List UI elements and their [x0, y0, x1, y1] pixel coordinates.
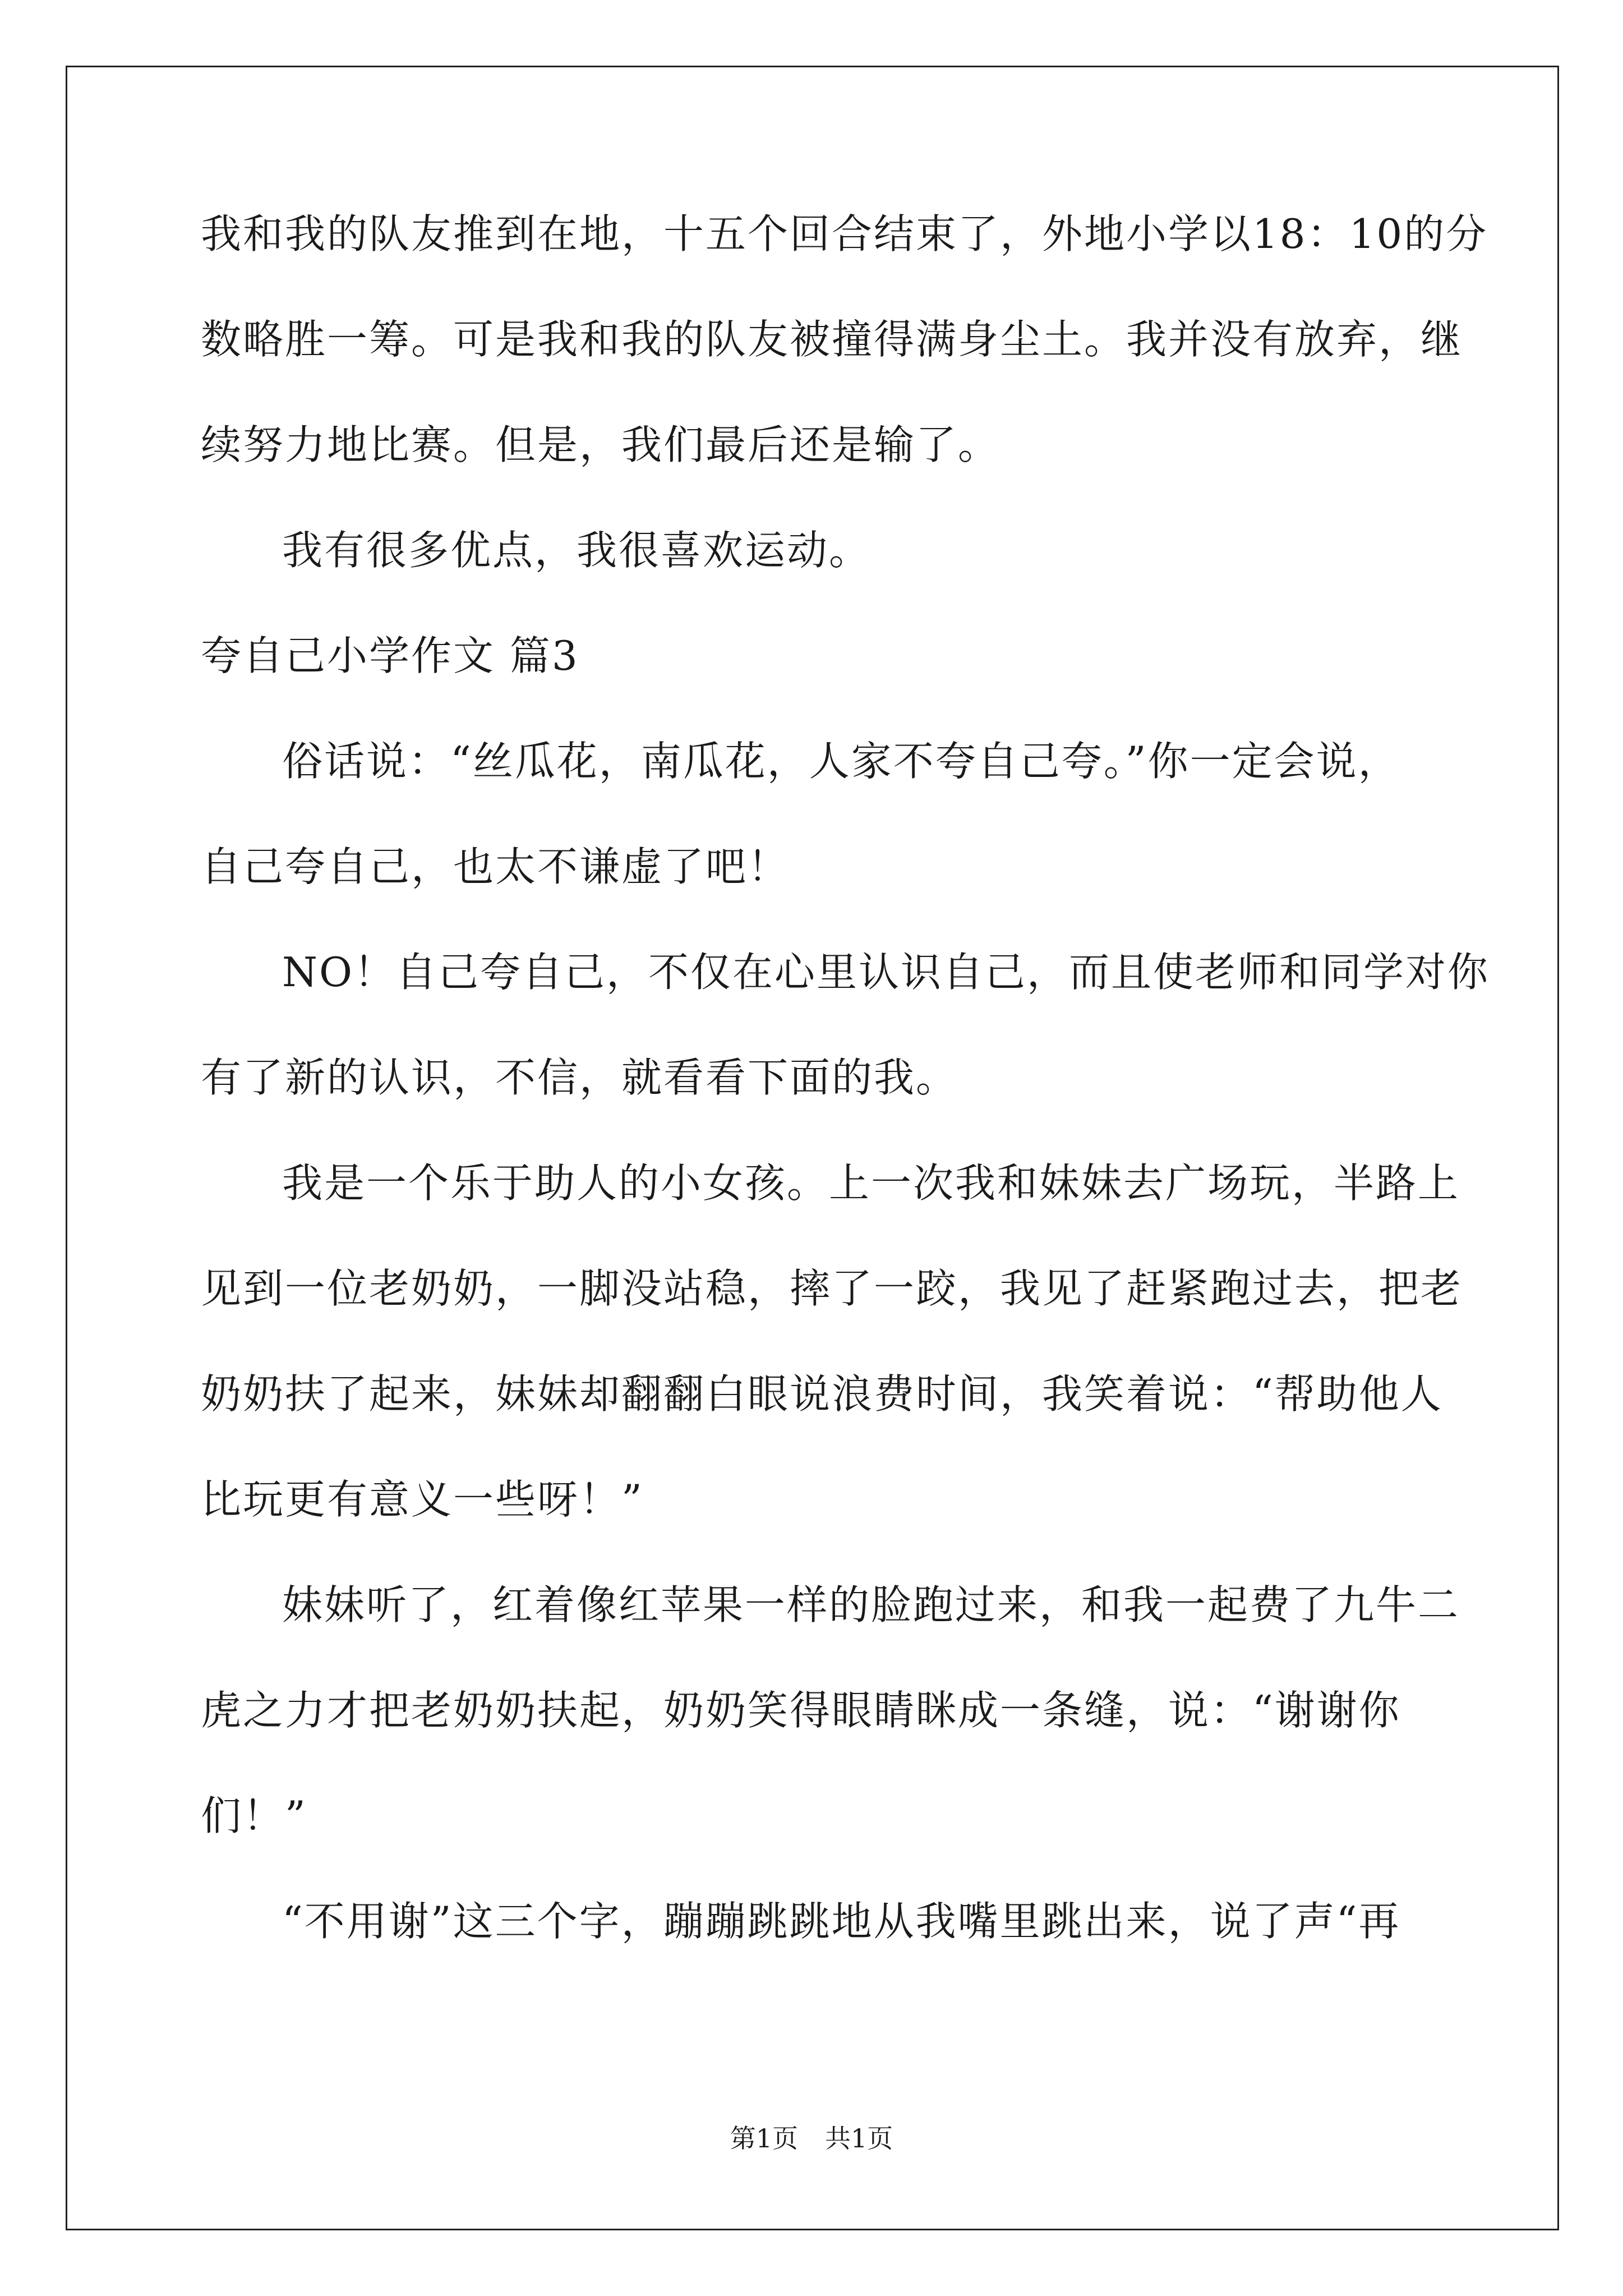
paragraph [201, 1895, 1418, 1948]
page-total: 共1页 [825, 2123, 893, 2154]
text-line: “不用谢”这三个字，蹦蹦跳跳地从我嘴里跳出来，说了声“再 [282, 1898, 1401, 1945]
page-number: 第1页 [730, 2123, 798, 2154]
text-line: 有了新的认识，不信，就看看下面的我。 [201, 1054, 958, 1101]
text-line: 我是一个乐于助人的小女孩。上一次我和妹妹去广场玩，半路上 [282, 1159, 1460, 1207]
text-line: 我有很多优点，我很喜欢运动。 [282, 527, 872, 574]
text-line: 见到一位老奶奶，一脚没站稳，摔了一跤，我见了赶紧跑过去，把老 [201, 1265, 1463, 1312]
text-line: 我和我的队友推到在地，十五个回合结束了，外地小学以18：10的分 [201, 210, 1488, 257]
text-line: 续努力地比赛。但是，我们最后还是输了。 [201, 421, 1000, 468]
section-heading [201, 629, 1418, 682]
text-line: 虎之力才把老奶奶扶起，奶奶笑得眼睛眯成一条缝，说：“谢谢你 [201, 1687, 1401, 1734]
heading-text: 夸自己小学作文 篇3 [201, 632, 579, 679]
paragraph [201, 208, 1488, 471]
page-footer [0, 2122, 1623, 2155]
paragraph [201, 735, 1418, 893]
text-line: 们！” [201, 1792, 307, 1839]
text-line: 数略胜一筹。可是我和我的队友被撞得满身尘土。我并没有放弃，继 [201, 316, 1463, 363]
paragraph [201, 1157, 1463, 1526]
text-line: 自己夸自己，也太不谦虚了吧！ [201, 843, 790, 890]
text-line: 妹妹听了，红着像红苹果一样的脸跑过来，和我一起费了九牛二 [282, 1581, 1460, 1628]
text-line: 比玩更有意义一些呀！” [201, 1476, 644, 1523]
paragraph [201, 946, 1490, 1104]
document-body [201, 208, 1490, 1948]
text-line: 俗话说：“丝瓜花，南瓜花，人家不夸自己夸。”你一定会说， [282, 738, 1400, 785]
paragraph [201, 1579, 1460, 1842]
paragraph [201, 524, 1418, 577]
text-line: 奶奶扶了起来，妹妹却翻翻白眼说浪费时间，我笑着说：“帮助他人 [201, 1370, 1443, 1418]
text-line: NO！自己夸自己，不仅在心里认识自己，而且使老师和同学对你 [282, 949, 1490, 996]
